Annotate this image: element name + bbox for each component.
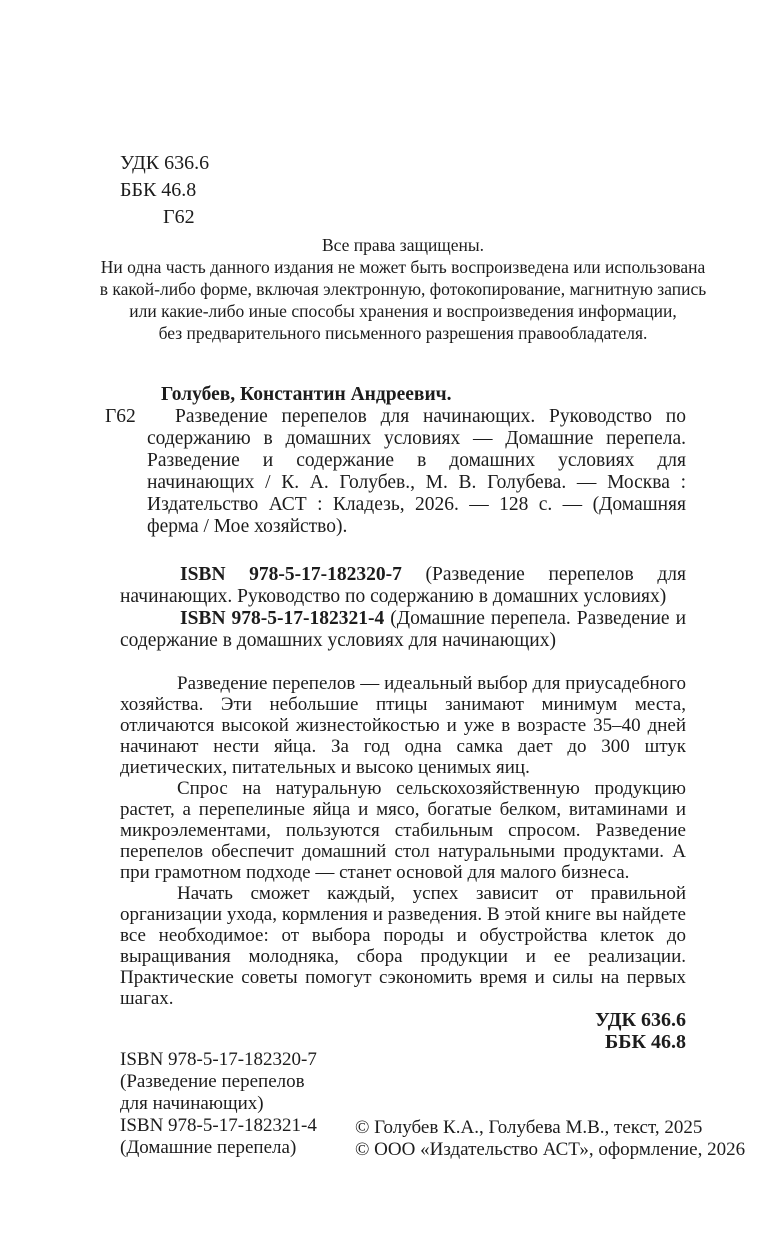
- footer-isbn-line: (Разведение перепелов: [120, 1071, 305, 1092]
- page-content: [99, 150, 746, 1161]
- classification-codes-bottom: [120, 1009, 686, 1053]
- annotation-paragraph: Спрос на натуральную сельскохозяйственную продукцию растет, а перепелиные яйца и мясо, богатые белком, витаминами и микроэлементами, пользуются стабильным спросом. Разведение перепелов обеспечит домашний стол натуральными продуктами. А при грамотном подходе — станет основой для малого бизнеса.: [120, 778, 686, 883]
- copyright-line: © ООО «Издательство АСТ», оформление, 2026: [355, 1139, 746, 1160]
- footer-isbn-line: ISBN 978-5-17-182320-7: [120, 1049, 317, 1070]
- footer-isbn-column: [120, 1049, 317, 1159]
- bbk-code-top: ББК 46.8: [120, 179, 197, 201]
- catalog-card: [105, 384, 686, 538]
- annotation: [120, 673, 686, 1009]
- author-sign-margin: Г62: [105, 406, 136, 427]
- classification-codes-top: [120, 150, 686, 231]
- rights-line: или какие-либо иные способы хранения и воспроизведения информации,: [129, 301, 677, 321]
- annotation-paragraph: Начать сможет каждый, успех зависит от правильной организации ухода, кормления и разведения. В этой книге вы найдете все необходимое: от выбора породы и обустройства клеток до выращивания молодняка, сбора продукции и ее реализации. Практические советы помогут сэкономить время и силы на первых шагах.: [120, 883, 686, 1009]
- annotation-paragraph: Разведение перепелов — идеальный выбор для приусадебного хозяйства. Эти небольшие птицы занимают минимум места, отличаются высокой жизнестойкостью и уже в возрасте 35–40 дней начинают нести яйца. За год одна самка дает до 300 штук диетических, питательных и высоко ценимых яиц.: [120, 673, 686, 778]
- footer-isbn-line: для начинающих): [120, 1093, 264, 1114]
- rights-line: Ни одна часть данного издания не может быть воспроизведена или использована: [100, 257, 706, 277]
- author-sign-top: Г62: [163, 206, 195, 228]
- rights-line: Все права защищены.: [321, 235, 485, 255]
- isbn-block: [120, 564, 686, 652]
- isbn-title: (Разведение перепелов для начинающих. Руководство по содержанию в домашних условиях): [120, 564, 686, 607]
- footer: [120, 1049, 746, 1161]
- catalog-card-description: Разведение перепелов для начинающих. Руководство по содержанию в домашних условиях — Домашние перепела. Разведение и содержание в домашних условиях для начинающих / К. А. Голубев., М. В. Голубева. — Москва : Издательство АСТ : Кладезь, 2026. — 128 с. — (Домашняя ферма / Мое хозяйство).: [147, 406, 686, 537]
- isbn-entry: [120, 564, 686, 608]
- rights-line: без предварительного письменного разрешения правообладателя.: [158, 323, 648, 343]
- isbn-number: ISBN 978-5-17-182320-7: [180, 564, 402, 585]
- footer-copyright-column: [355, 1117, 745, 1161]
- isbn-number: ISBN 978-5-17-182321-4: [180, 608, 385, 629]
- catalog-card-author: Голубев, Константин Андреевич.: [161, 384, 452, 405]
- udk-code-top: УДК 636.6: [120, 152, 210, 174]
- rights-notice: [96, 234, 710, 344]
- copyright-line: © Голубев К.А., Голубева М.В., текст, 2025: [355, 1117, 703, 1138]
- footer-isbn-line: ISBN 978-5-17-182321-4: [120, 1115, 317, 1136]
- isbn-entry: [120, 608, 686, 652]
- footer-isbn-line: (Домашние перепела): [120, 1137, 297, 1158]
- isbn-title: (Домашние перепела. Разведение и содержание в домашних условиях для начинающих): [120, 608, 687, 651]
- bbk-code-bottom: ББК 46.8: [605, 1031, 686, 1053]
- rights-line: в какой-либо форме, включая электронную, фотокопирование, магнитную запись: [99, 279, 707, 299]
- udk-code-bottom: УДК 636.6: [595, 1009, 686, 1031]
